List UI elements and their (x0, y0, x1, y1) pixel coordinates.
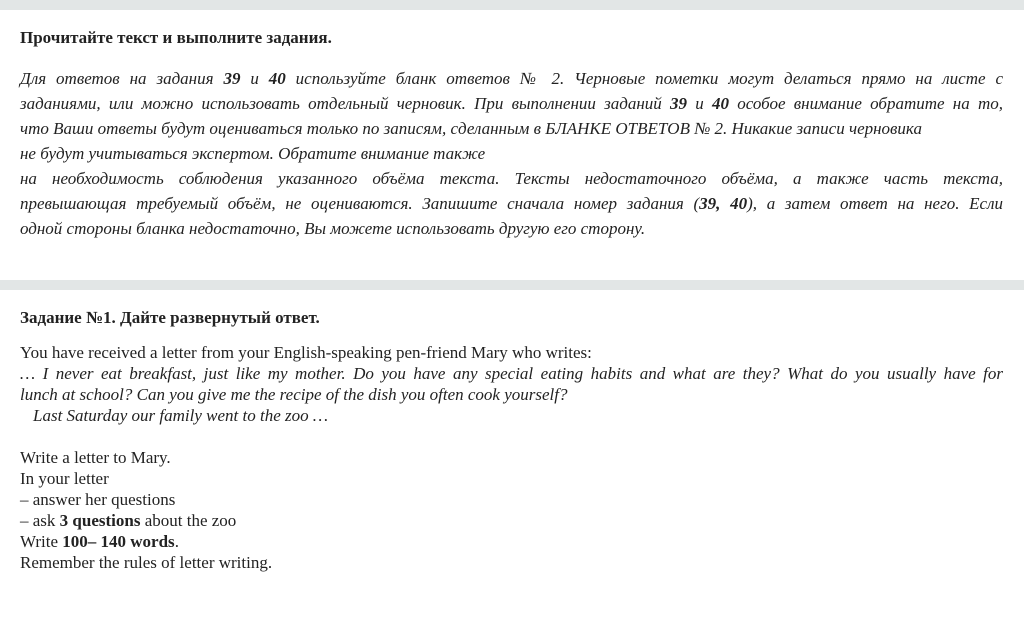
task-number-39: 39 (670, 94, 688, 113)
letter-quote-line-2: lunch at school? Can you give me the recipe of the dish you often cook yourself? (20, 385, 568, 404)
task-block (0, 290, 1024, 573)
instruction-heading: Прочитайте текст и выполните задания. (20, 28, 332, 47)
instruction-line-5: на необходимость соблюдения указанного объёма текста. Тексты недостаточного объёма, а также часть текста, (20, 169, 1003, 188)
task-numbers-bold: 39, 40 (699, 194, 748, 213)
instruction-text (20, 66, 1003, 241)
task-number-39: 39 (223, 69, 241, 88)
task-number-40: 40 (712, 94, 730, 113)
write-letter-text: Write a letter to Mary. (20, 448, 171, 467)
spacer (20, 426, 1003, 447)
letter-quote-line-3: Last Saturday our family went to the zoo … (33, 406, 328, 425)
instruction-line-7: одной стороны бланка недостаточно, Вы можете использовать другую его сторону. (20, 219, 646, 238)
top-separator (0, 0, 1024, 10)
word-count-requirement: Write 100– 140 words. (20, 532, 179, 551)
instruction-line-6: превышающая требуемый объём, не оцениваются. Запишите сначала номер задания (39, 40), а затем ответ на него. Если (20, 194, 1003, 213)
in-your-letter-text: In your letter (20, 469, 109, 488)
task-body (20, 342, 1003, 573)
instruction-line-4: не будут учитываться экспертом. Обратите внимание также (20, 144, 486, 163)
instruction-line-2: заданиями, или можно использовать отдельный черновик. При выполнении заданий 39 и 40 особое внимание обратите на то, (20, 94, 1004, 113)
requirement-answer-questions: – answer her questions (20, 490, 176, 509)
instruction-block (0, 10, 1024, 280)
requirement-ask-questions: – ask 3 questions about the zoo (20, 511, 237, 530)
middle-separator (0, 280, 1024, 290)
task-intro: You have received a letter from your English-speaking pen-friend Mary who writes: (20, 343, 592, 362)
task-number-40: 40 (268, 69, 286, 88)
task-heading: Задание №1. Дайте развернутый ответ. (20, 308, 320, 327)
instruction-line-3: что Ваши ответы будут оцениваться только по записям, сделанным в БЛАНКЕ ОТВЕТОВ № 2. Никакие записи черновика (20, 119, 922, 138)
instruction-line-1: Для ответов на задания 39 и 40 используйте бланк ответов № 2. Черновые пометки могут делаться прямо на листе с (20, 69, 1003, 88)
remember-rules-text: Remember the rules of letter writing. (20, 553, 273, 572)
letter-quote-line-1: … I never eat breakfast, just like my mother. Do you have any special eating habits and what are they? What do you usually have for (20, 364, 1003, 383)
